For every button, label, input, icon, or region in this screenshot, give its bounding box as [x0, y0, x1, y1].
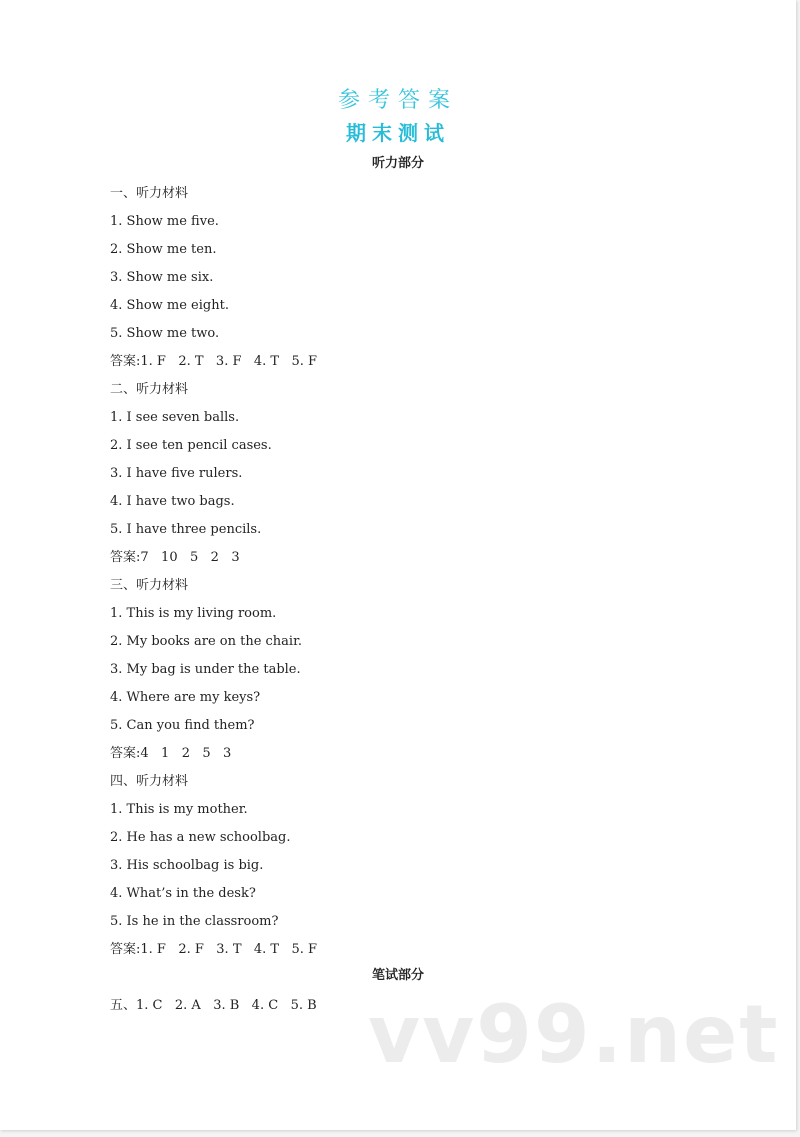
list-item: 4. Where are my keys? — [110, 690, 261, 705]
list-item: 2. He has a new schoolbag. — [110, 830, 291, 845]
group-heading: 三、听力材料 — [110, 578, 189, 593]
list-item: 5. Is he in the classroom? — [110, 914, 279, 929]
list-item: 1. This is my mother. — [110, 802, 248, 817]
list-item: 4. Show me eight. — [110, 298, 229, 313]
list-item: 2. I see ten pencil cases. — [110, 438, 272, 453]
listening-section-heading: 听力部分 — [371, 156, 424, 171]
answer-line: 答案:7 10 5 2 3 — [110, 550, 240, 565]
listening-answer-list — [110, 180, 317, 964]
group-heading: 二、听力材料 — [110, 382, 189, 397]
list-item: 3. My bag is under the table. — [110, 662, 301, 677]
page-subtitle: 期末测试 — [346, 121, 450, 145]
list-item: 1. I see seven balls. — [110, 410, 240, 425]
list-item: 3. I have five rulers. — [110, 466, 243, 481]
written-section-heading: 笔试部分 — [371, 968, 424, 983]
list-item: 4. I have two bags. — [110, 494, 235, 509]
list-item: 3. His schoolbag is big. — [110, 858, 264, 873]
list-item: 5. Show me two. — [110, 326, 220, 341]
list-item: 3. Show me six. — [110, 270, 214, 285]
answer-line: 答案:4 1 2 5 3 — [110, 746, 232, 761]
list-item: 4. What’s in the desk? — [110, 886, 256, 901]
list-item: 2. Show me ten. — [110, 242, 217, 257]
list-item: 1. This is my living room. — [110, 606, 277, 621]
page-title: 参考答案 — [337, 88, 458, 113]
list-item: 1. Show me five. — [110, 214, 219, 229]
group-heading: 一、听力材料 — [110, 186, 189, 201]
answer-line: 答案:1. F 2. F 3. T 4. T 5. F — [110, 942, 318, 957]
watermark: vv99.net — [368, 988, 780, 1081]
written-answers: 五、1. C 2. A 3. B 4. C 5. B — [110, 998, 317, 1013]
list-item: 5. I have three pencils. — [110, 522, 262, 537]
answer-line: 答案:1. F 2. T 3. F 4. T 5. F — [110, 354, 318, 369]
list-item: 2. My books are on the chair. — [110, 634, 303, 649]
list-item: 5. Can you find them? — [110, 718, 255, 733]
group-heading: 四、听力材料 — [110, 774, 189, 789]
